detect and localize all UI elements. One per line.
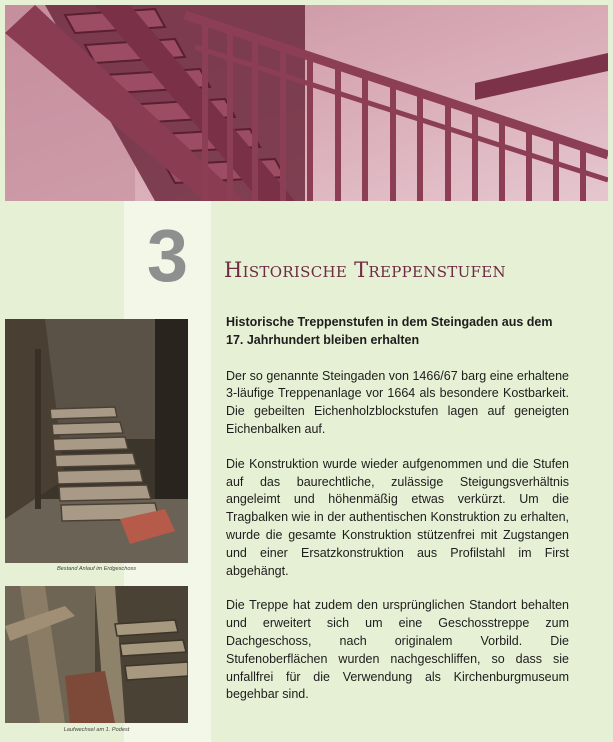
landing-photo-illustration (5, 586, 188, 723)
article-paragraph: Der so genannte Steingaden von 1466/67 barg eine erhaltene 3-läufige Treppenanlage vor 1664 als besondere Kostbarkeit. Die gebeilten Eichenholzblockstufen lagen auf geneigten Eichenbalken auf. (226, 368, 569, 436)
page-title: Historische Treppenstufen (224, 258, 506, 282)
article-heading: Historische Treppenstufen in dem Steingaden aus dem 17. Jahrhundert bleiben erhalten (226, 315, 553, 347)
article-body (226, 314, 569, 721)
article-paragraph: Die Konstruktion wurde wieder aufgenommen und die Stufen auf das baurechtliche, zulässige Steigungsverhältnis angeleimt und höhenmäßig etwas verkürzt. Um die Tragbalken wie in der authentischen Konstruktion zu erhalten, wurde die gesamte Konstruktion stützenfrei mit Zugstangen und einer Ersatzkonstruktion aus Profilstahl im First abgehängt. (226, 456, 569, 578)
photo-ground-floor-stairs (5, 319, 188, 563)
stairs-photo-illustration (5, 319, 188, 563)
photo1-caption: Bestand Anlauf im Erdgeschoss (56, 566, 137, 572)
hero-staircase-photo (5, 5, 608, 201)
hero-staircase-illustration (5, 5, 608, 201)
chapter-number: 3 (146, 214, 189, 297)
photo-landing-stairs (5, 586, 188, 723)
article-paragraph: Die Treppe hat zudem den ursprünglichen Standort behalten und erweitert sich um eine Geschosstreppe zum Dachgeschoss, nach originalem Vorbild. Die Stufenoberflächen wurden nachgeschliffen, so dass sie unfallfrei für die Verwendung als Kirchenburgmuseum begehbar sind. (226, 598, 569, 702)
photo2-caption: Laufwechsel am 1. Podest (63, 727, 130, 733)
